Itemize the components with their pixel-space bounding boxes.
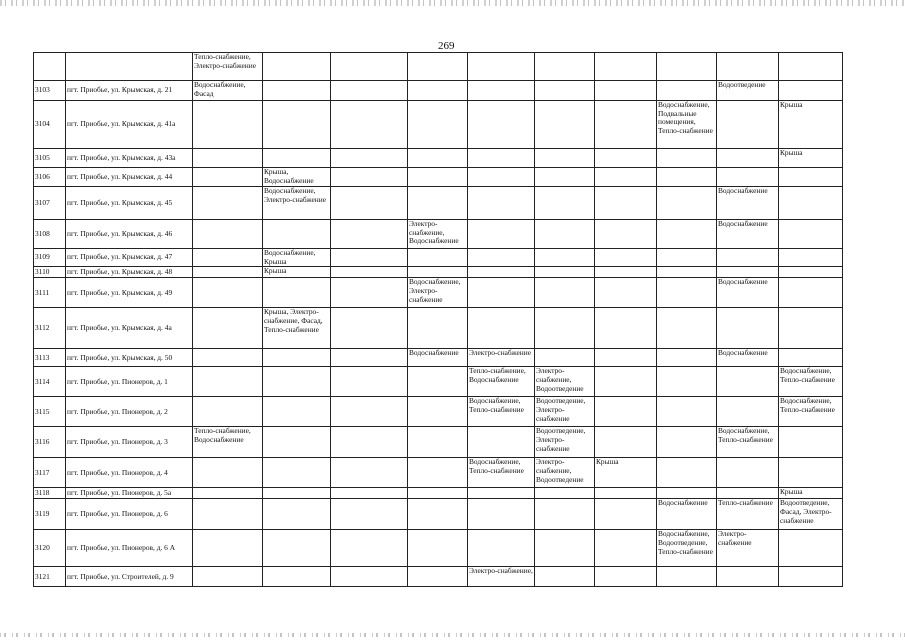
work-type-cell bbox=[408, 249, 468, 267]
work-type-cell bbox=[657, 267, 717, 278]
work-type-cell bbox=[535, 81, 595, 101]
work-type-cell bbox=[535, 220, 595, 249]
row-address: пгт. Приобье, ул. Пионеров, д. 6 А bbox=[66, 530, 193, 567]
row-number: 3118 bbox=[34, 488, 66, 499]
work-type-cell bbox=[657, 458, 717, 488]
row-number: 3116 bbox=[34, 427, 66, 458]
work-type-cell bbox=[408, 367, 468, 397]
work-type-cell bbox=[408, 530, 468, 567]
work-type-cell bbox=[408, 267, 468, 278]
work-type-cell bbox=[408, 567, 468, 587]
row-address: пгт. Приобье, ул. Крымская, д. 4а bbox=[66, 308, 193, 349]
work-type-cell: Водоснабжение bbox=[717, 220, 779, 249]
work-type-cell bbox=[779, 567, 843, 587]
work-type-cell bbox=[331, 220, 408, 249]
work-type-cell bbox=[779, 308, 843, 349]
row-address: пгт. Приобье, ул. Крымская, д. 45 bbox=[66, 187, 193, 220]
work-type-cell bbox=[535, 308, 595, 349]
work-type-cell bbox=[717, 308, 779, 349]
table-row bbox=[34, 267, 843, 278]
work-type-cell bbox=[193, 220, 263, 249]
work-type-cell bbox=[331, 499, 408, 530]
work-type-cell bbox=[468, 249, 535, 267]
work-type-cell bbox=[193, 349, 263, 367]
work-type-cell bbox=[657, 53, 717, 81]
work-type-cell bbox=[595, 220, 657, 249]
work-type-cell bbox=[263, 349, 331, 367]
work-type-cell: Крыша bbox=[263, 267, 331, 278]
work-type-cell: Водоснабжение bbox=[657, 499, 717, 530]
work-type-cell bbox=[408, 488, 468, 499]
work-type-cell bbox=[535, 249, 595, 267]
row-number: 3105 bbox=[34, 149, 66, 168]
work-type-cell: Водоснабжение, Тепло-снабжение bbox=[779, 397, 843, 427]
work-type-cell: Тепло-снабжение, Водоснабжение bbox=[468, 367, 535, 397]
work-type-cell bbox=[595, 249, 657, 267]
work-type-cell bbox=[779, 220, 843, 249]
work-type-cell bbox=[595, 101, 657, 149]
work-type-cell bbox=[263, 101, 331, 149]
row-number: 3113 bbox=[34, 349, 66, 367]
table-row bbox=[34, 499, 843, 530]
table-row bbox=[34, 81, 843, 101]
work-type-cell bbox=[535, 349, 595, 367]
table-row bbox=[34, 530, 843, 567]
work-type-cell bbox=[595, 567, 657, 587]
work-type-cell bbox=[779, 81, 843, 101]
work-type-cell bbox=[595, 278, 657, 308]
work-type-cell bbox=[468, 187, 535, 220]
work-type-cell bbox=[468, 488, 535, 499]
work-type-cell bbox=[595, 397, 657, 427]
work-type-cell bbox=[535, 567, 595, 587]
row-number: 3103 bbox=[34, 81, 66, 101]
work-type-cell bbox=[263, 367, 331, 397]
row-number: 3115 bbox=[34, 397, 66, 427]
row-address: пгт. Приобье, ул. Пионеров, д. 1 bbox=[66, 367, 193, 397]
repair-schedule-table bbox=[33, 52, 843, 587]
work-type-cell: Водоотведение, Фасад, Электро-снабжение bbox=[779, 499, 843, 530]
work-type-cell bbox=[408, 427, 468, 458]
row-address: пгт. Приобье, ул. Крымская, д. 41а bbox=[66, 101, 193, 149]
work-type-cell bbox=[331, 427, 408, 458]
table-row bbox=[34, 53, 843, 81]
work-type-cell bbox=[657, 81, 717, 101]
work-type-cell: Крыша bbox=[779, 149, 843, 168]
row-number: 3117 bbox=[34, 458, 66, 488]
work-type-cell: Водоснабжение, Крыша bbox=[263, 249, 331, 267]
work-type-cell bbox=[779, 187, 843, 220]
work-type-cell bbox=[468, 499, 535, 530]
table-row bbox=[34, 308, 843, 349]
work-type-cell: Электро-снабжение, bbox=[468, 567, 535, 587]
work-type-cell bbox=[263, 567, 331, 587]
scan-noise-top bbox=[0, 0, 905, 6]
work-type-cell bbox=[263, 499, 331, 530]
work-type-cell: Водоснабжение, Тепло-снабжение bbox=[468, 397, 535, 427]
work-type-cell bbox=[779, 530, 843, 567]
work-type-cell bbox=[193, 567, 263, 587]
table-row bbox=[34, 278, 843, 308]
work-type-cell bbox=[331, 530, 408, 567]
work-type-cell bbox=[657, 278, 717, 308]
work-type-cell: Водоотведение bbox=[717, 81, 779, 101]
work-type-cell bbox=[263, 278, 331, 308]
work-type-cell bbox=[535, 488, 595, 499]
work-type-cell bbox=[657, 308, 717, 349]
work-type-cell bbox=[717, 149, 779, 168]
work-type-cell bbox=[595, 367, 657, 397]
work-type-cell bbox=[193, 530, 263, 567]
work-type-cell bbox=[331, 458, 408, 488]
row-address: пгт. Приобье, ул. Крымская, д. 46 bbox=[66, 220, 193, 249]
work-type-cell: Водоснабжение, Тепло-снабжение bbox=[468, 458, 535, 488]
table-row bbox=[34, 367, 843, 397]
work-type-cell bbox=[717, 367, 779, 397]
row-address: пгт. Приобье, ул. Пионеров, д. 4 bbox=[66, 458, 193, 488]
table-row bbox=[34, 101, 843, 149]
row-address: пгт. Приобье, ул. Крымская, д. 21 bbox=[66, 81, 193, 101]
work-type-cell bbox=[331, 488, 408, 499]
work-type-cell bbox=[263, 397, 331, 427]
scan-noise-bottom bbox=[0, 633, 905, 637]
table-row bbox=[34, 397, 843, 427]
work-type-cell bbox=[535, 278, 595, 308]
work-type-cell bbox=[657, 567, 717, 587]
work-type-cell bbox=[408, 81, 468, 101]
work-type-cell bbox=[331, 349, 408, 367]
table-body bbox=[34, 53, 843, 587]
work-type-cell bbox=[595, 168, 657, 187]
work-type-cell bbox=[595, 427, 657, 458]
work-type-cell bbox=[468, 278, 535, 308]
work-type-cell bbox=[595, 267, 657, 278]
work-type-cell bbox=[193, 278, 263, 308]
work-type-cell bbox=[717, 168, 779, 187]
work-type-cell bbox=[595, 149, 657, 168]
work-type-cell bbox=[331, 101, 408, 149]
work-type-cell bbox=[779, 267, 843, 278]
work-type-cell: Электро-снабжение, Водоотведение bbox=[535, 458, 595, 488]
work-type-cell bbox=[193, 397, 263, 427]
work-type-cell bbox=[535, 187, 595, 220]
work-type-cell bbox=[779, 427, 843, 458]
work-type-cell bbox=[717, 53, 779, 81]
work-type-cell bbox=[779, 168, 843, 187]
work-type-cell bbox=[535, 267, 595, 278]
work-type-cell bbox=[468, 308, 535, 349]
work-type-cell bbox=[468, 53, 535, 81]
work-type-cell bbox=[331, 81, 408, 101]
table-row bbox=[34, 458, 843, 488]
work-type-cell bbox=[779, 278, 843, 308]
work-type-cell: Крыша bbox=[779, 101, 843, 149]
work-type-cell bbox=[263, 81, 331, 101]
table-row bbox=[34, 349, 843, 367]
work-type-cell bbox=[779, 249, 843, 267]
work-type-cell bbox=[468, 267, 535, 278]
work-type-cell bbox=[717, 267, 779, 278]
row-address: пгт. Приобье, ул. Крымская, д. 44 bbox=[66, 168, 193, 187]
work-type-cell: Водоснабжение bbox=[717, 278, 779, 308]
work-type-cell: Тепло-снабжение, Электро-снабжение bbox=[193, 53, 263, 81]
row-number: 3107 bbox=[34, 187, 66, 220]
row-address: пгт. Приобье, ул. Крымская, д. 43а bbox=[66, 149, 193, 168]
work-type-cell: Тепло-снабжение bbox=[717, 499, 779, 530]
work-type-cell: Водоснабжение, Тепло-снабжение bbox=[779, 367, 843, 397]
work-type-cell bbox=[193, 149, 263, 168]
work-type-cell: Водоснабжение bbox=[408, 349, 468, 367]
work-type-cell bbox=[193, 168, 263, 187]
row-address: пгт. Приобье, ул. Пионеров, д. 6 bbox=[66, 499, 193, 530]
work-type-cell bbox=[657, 220, 717, 249]
work-type-cell: Водоснабжение bbox=[717, 349, 779, 367]
work-type-cell: Крыша bbox=[595, 458, 657, 488]
work-type-cell: Крыша, Водоснабжение bbox=[263, 168, 331, 187]
row-number: 3119 bbox=[34, 499, 66, 530]
work-type-cell bbox=[779, 53, 843, 81]
work-type-cell bbox=[331, 308, 408, 349]
work-type-cell bbox=[717, 397, 779, 427]
work-type-cell bbox=[331, 397, 408, 427]
work-type-cell bbox=[535, 101, 595, 149]
work-type-cell bbox=[331, 53, 408, 81]
row-number bbox=[34, 53, 66, 81]
work-type-cell bbox=[535, 168, 595, 187]
work-type-cell bbox=[595, 308, 657, 349]
work-type-cell bbox=[657, 149, 717, 168]
work-type-cell bbox=[331, 367, 408, 397]
work-type-cell bbox=[535, 149, 595, 168]
work-type-cell: Водоснабжение, Водоотведение, Тепло-снабжение bbox=[657, 530, 717, 567]
work-type-cell bbox=[468, 220, 535, 249]
work-type-cell bbox=[331, 149, 408, 168]
work-type-cell bbox=[408, 308, 468, 349]
table-row bbox=[34, 168, 843, 187]
work-type-cell bbox=[408, 168, 468, 187]
work-type-cell bbox=[263, 53, 331, 81]
row-address: пгт. Приобье, ул. Пионеров, д. 2 bbox=[66, 397, 193, 427]
work-type-cell: Водоотведение, Электро-снабжение bbox=[535, 427, 595, 458]
work-type-cell bbox=[717, 249, 779, 267]
work-type-cell bbox=[263, 220, 331, 249]
work-type-cell: Крыша bbox=[779, 488, 843, 499]
work-type-cell bbox=[408, 149, 468, 168]
work-type-cell: Водоснабжение, Электро-снабжение bbox=[263, 187, 331, 220]
row-number: 3121 bbox=[34, 567, 66, 587]
work-type-cell bbox=[468, 81, 535, 101]
work-type-cell bbox=[595, 499, 657, 530]
work-type-cell: Водоснабжение bbox=[717, 187, 779, 220]
row-address: пгт. Приобье, ул. Строителей, д. 9 bbox=[66, 567, 193, 587]
work-type-cell: Электро-снабжение, Водоотведение bbox=[535, 367, 595, 397]
row-address: пгт. Приобье, ул. Крымская, д. 50 bbox=[66, 349, 193, 367]
work-type-cell bbox=[193, 249, 263, 267]
work-type-cell bbox=[193, 499, 263, 530]
work-type-cell bbox=[263, 149, 331, 168]
work-type-cell bbox=[408, 397, 468, 427]
row-number: 3112 bbox=[34, 308, 66, 349]
work-type-cell bbox=[408, 53, 468, 81]
table-row bbox=[34, 249, 843, 267]
work-type-cell bbox=[468, 168, 535, 187]
table-row bbox=[34, 187, 843, 220]
work-type-cell bbox=[263, 458, 331, 488]
table-row bbox=[34, 220, 843, 249]
work-type-cell: Электро-снабжение bbox=[717, 530, 779, 567]
work-type-cell bbox=[408, 458, 468, 488]
work-type-cell bbox=[535, 499, 595, 530]
work-type-cell bbox=[595, 488, 657, 499]
work-type-cell bbox=[657, 367, 717, 397]
work-type-cell bbox=[193, 367, 263, 397]
work-type-cell bbox=[595, 53, 657, 81]
row-number: 3108 bbox=[34, 220, 66, 249]
row-number: 3104 bbox=[34, 101, 66, 149]
work-type-cell: Водоснабжение, Тепло-снабжение bbox=[717, 427, 779, 458]
work-type-cell bbox=[657, 168, 717, 187]
work-type-cell bbox=[717, 567, 779, 587]
work-type-cell bbox=[331, 278, 408, 308]
work-type-cell: Электро-снабжение, Водоснабжение bbox=[408, 220, 468, 249]
work-type-cell bbox=[331, 168, 408, 187]
work-type-cell bbox=[468, 101, 535, 149]
row-number: 3109 bbox=[34, 249, 66, 267]
work-type-cell bbox=[595, 187, 657, 220]
table-row bbox=[34, 488, 843, 499]
work-type-cell: Водоотведение, Электро-снабжение bbox=[535, 397, 595, 427]
row-address bbox=[66, 53, 193, 81]
work-type-cell bbox=[263, 488, 331, 499]
work-type-cell bbox=[193, 458, 263, 488]
work-type-cell bbox=[468, 427, 535, 458]
work-type-cell bbox=[595, 81, 657, 101]
work-type-cell: Водоснабжение, Электро-снабжение bbox=[408, 278, 468, 308]
work-type-cell bbox=[717, 488, 779, 499]
work-type-cell bbox=[331, 267, 408, 278]
work-type-cell bbox=[595, 530, 657, 567]
work-type-cell bbox=[193, 101, 263, 149]
work-type-cell bbox=[657, 397, 717, 427]
row-address: пгт. Приобье, ул. Крымская, д. 47 bbox=[66, 249, 193, 267]
work-type-cell bbox=[779, 349, 843, 367]
page-number: 269 bbox=[438, 40, 455, 52]
row-number: 3120 bbox=[34, 530, 66, 567]
work-type-cell bbox=[408, 187, 468, 220]
work-type-cell bbox=[408, 499, 468, 530]
work-type-cell bbox=[717, 458, 779, 488]
work-type-cell bbox=[468, 530, 535, 567]
work-type-cell bbox=[779, 458, 843, 488]
work-type-cell: Электро-снабжение bbox=[468, 349, 535, 367]
work-type-cell bbox=[331, 567, 408, 587]
row-address: пгт. Приобье, ул. Пионеров, д. 3 bbox=[66, 427, 193, 458]
work-type-cell bbox=[657, 187, 717, 220]
work-type-cell: Тепло-снабжение, Водоснабжение bbox=[193, 427, 263, 458]
work-type-cell bbox=[331, 249, 408, 267]
row-address: пгт. Приобье, ул. Пионеров, д. 5а bbox=[66, 488, 193, 499]
work-type-cell bbox=[657, 249, 717, 267]
work-type-cell bbox=[535, 53, 595, 81]
work-type-cell bbox=[535, 530, 595, 567]
work-type-cell bbox=[595, 349, 657, 367]
work-type-cell bbox=[331, 187, 408, 220]
work-type-cell bbox=[657, 349, 717, 367]
work-type-cell bbox=[193, 488, 263, 499]
work-type-cell bbox=[263, 530, 331, 567]
work-type-cell: Крыша, Электро-снабжение, Фасад, Тепло-снабжение bbox=[263, 308, 331, 349]
row-number: 3106 bbox=[34, 168, 66, 187]
work-type-cell bbox=[193, 187, 263, 220]
work-type-cell bbox=[468, 149, 535, 168]
table-row bbox=[34, 149, 843, 168]
row-number: 3114 bbox=[34, 367, 66, 397]
work-type-cell bbox=[193, 308, 263, 349]
table-row bbox=[34, 567, 843, 587]
work-type-cell: Водоснабжение, Подвальные помещения, Тепло-снабжение bbox=[657, 101, 717, 149]
work-type-cell bbox=[657, 488, 717, 499]
row-number: 3110 bbox=[34, 267, 66, 278]
row-address: пгт. Приобье, ул. Крымская, д. 48 bbox=[66, 267, 193, 278]
table-row bbox=[34, 427, 843, 458]
work-type-cell bbox=[408, 101, 468, 149]
work-type-cell: Водоснабжение, Фасад bbox=[193, 81, 263, 101]
work-type-cell bbox=[717, 101, 779, 149]
work-type-cell bbox=[193, 267, 263, 278]
row-address: пгт. Приобье, ул. Крымская, д. 49 bbox=[66, 278, 193, 308]
work-type-cell bbox=[657, 427, 717, 458]
work-type-cell bbox=[263, 427, 331, 458]
row-number: 3111 bbox=[34, 278, 66, 308]
